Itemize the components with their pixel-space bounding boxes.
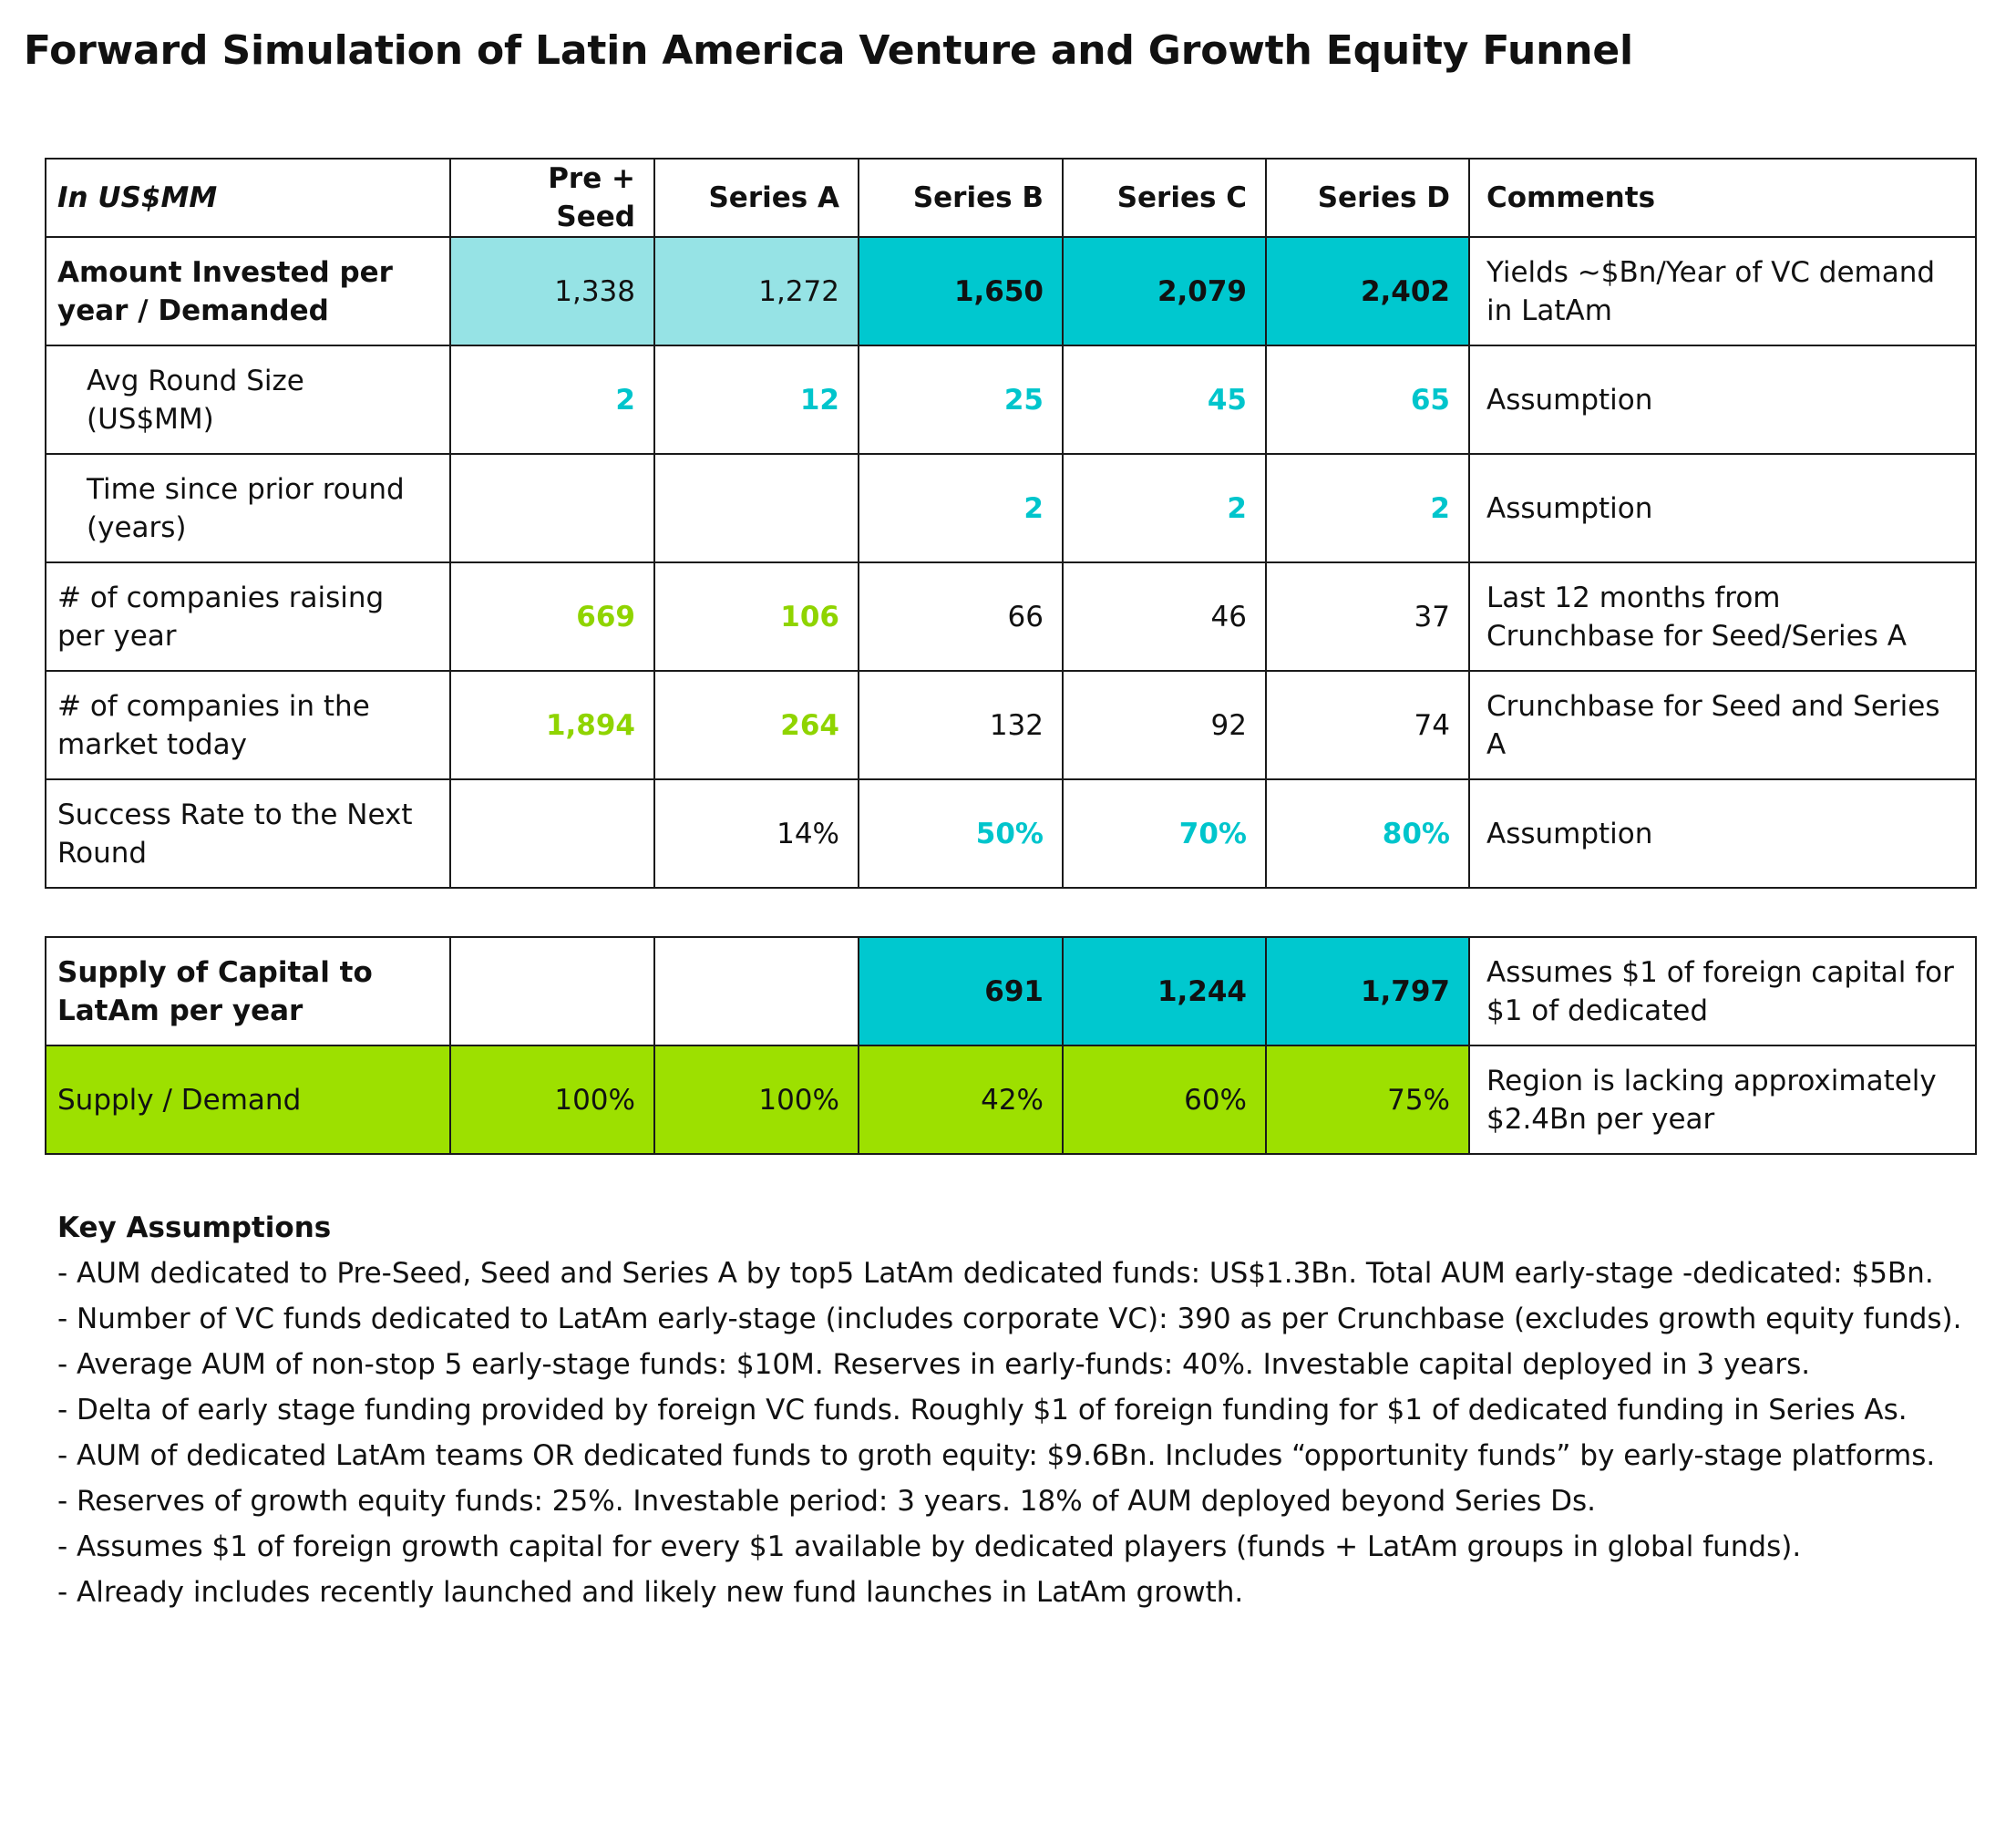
cell-series-c: 2,079 <box>1063 237 1266 345</box>
assumption-item: - Average AUM of non-stop 5 early-stage funds: $10M. Reserves in early-funds: 40%. Investable capital deployed in 3 years. <box>57 1348 1811 1381</box>
cell-comment: Assumption <box>1469 454 1976 562</box>
cell-comment: Region is lacking approximately $2.4Bn per year <box>1469 1045 1976 1154</box>
key-assumptions <box>57 1205 1990 1615</box>
cell-pre-seed: 100% <box>450 1045 654 1154</box>
cell-series-a: 1,272 <box>654 237 859 345</box>
column-header-comments: Comments <box>1469 159 1976 237</box>
cell-pre-seed: 1,338 <box>450 237 654 345</box>
row-companies-in-market <box>46 671 1976 779</box>
cell-comment: Assumption <box>1469 779 1976 888</box>
row-label: Success Rate to the Next Round <box>46 779 450 888</box>
cell-series-a: 264 <box>654 671 859 779</box>
unit-label: In US$MM <box>46 159 450 237</box>
cell-series-d: 74 <box>1266 671 1469 779</box>
cell-comment: Assumption <box>1469 345 1976 454</box>
cell-series-b: 2 <box>859 454 1063 562</box>
row-avg-round-size <box>46 345 1976 454</box>
cell-comment: Yields ~$Bn/Year of VC demand in LatAm <box>1469 237 1976 345</box>
cell-pre-seed: 669 <box>450 562 654 671</box>
cell-comment: Last 12 months from Crunchbase for Seed/Series A <box>1469 562 1976 671</box>
row-supply-demand <box>46 1045 1976 1154</box>
column-header-series-b: Series B <box>859 159 1063 237</box>
cell-series-a <box>654 454 859 562</box>
assumption-item: - Already includes recently launched and likely new fund launches in LatAm growth. <box>57 1576 1244 1609</box>
cell-series-c: 2 <box>1063 454 1266 562</box>
cell-series-c: 92 <box>1063 671 1266 779</box>
cell-series-a: 106 <box>654 562 859 671</box>
row-label: Amount Invested per year / Demanded <box>46 237 450 345</box>
cell-series-d: 80% <box>1266 779 1469 888</box>
cell-series-b: 691 <box>859 937 1063 1045</box>
cell-series-c: 46 <box>1063 562 1266 671</box>
row-label: Time since prior round (years) <box>46 454 450 562</box>
row-time-since-prior-round <box>46 454 1976 562</box>
cell-series-a <box>654 937 859 1045</box>
cell-series-b: 25 <box>859 345 1063 454</box>
cell-series-b: 42% <box>859 1045 1063 1154</box>
cell-pre-seed <box>450 937 654 1045</box>
cell-series-a: 100% <box>654 1045 859 1154</box>
table-header-row <box>46 159 1976 237</box>
cell-series-c: 45 <box>1063 345 1266 454</box>
row-label: Avg Round Size (US$MM) <box>46 345 450 454</box>
cell-series-d: 2,402 <box>1266 237 1469 345</box>
cell-series-a: 14% <box>654 779 859 888</box>
assumption-item: - Number of VC funds dedicated to LatAm early-stage (includes corporate VC): 390 as per Crunchbase (excludes growth equity funds). <box>57 1303 1962 1335</box>
cell-pre-seed: 1,894 <box>450 671 654 779</box>
cell-series-c: 60% <box>1063 1045 1266 1154</box>
cell-series-d: 65 <box>1266 345 1469 454</box>
column-header-series-a: Series A <box>654 159 859 237</box>
cell-pre-seed: 2 <box>450 345 654 454</box>
page-title: Forward Simulation of Latin America Venture and Growth Equity Funnel <box>24 27 1633 74</box>
row-label: Supply / Demand <box>46 1045 450 1154</box>
cell-series-d: 1,797 <box>1266 937 1469 1045</box>
cell-series-a: 12 <box>654 345 859 454</box>
row-label: Supply of Capital to LatAm per year <box>46 937 450 1045</box>
cell-series-d: 75% <box>1266 1045 1469 1154</box>
assumption-item: - Assumes $1 of foreign growth capital for every $1 available by dedicated players (funds + LatAm groups in global funds). <box>57 1530 1802 1563</box>
row-amount-invested <box>46 237 1976 345</box>
assumption-item: - AUM dedicated to Pre-Seed, Seed and Series A by top5 LatAm dedicated funds: US$1.3Bn. Total AUM early-stage -dedicated: $5Bn. <box>57 1257 1934 1290</box>
cell-pre-seed <box>450 454 654 562</box>
cell-comment: Crunchbase for Seed and Series A <box>1469 671 1976 779</box>
column-header-pre-seed: Pre + Seed <box>450 159 654 237</box>
cell-series-d: 2 <box>1266 454 1469 562</box>
cell-series-c: 70% <box>1063 779 1266 888</box>
supply-table <box>45 936 1977 1155</box>
cell-series-b: 132 <box>859 671 1063 779</box>
row-label: # of companies in the market today <box>46 671 450 779</box>
row-supply-of-capital <box>46 937 1976 1045</box>
column-header-series-c: Series C <box>1063 159 1266 237</box>
row-label: # of companies raising per year <box>46 562 450 671</box>
row-success-rate <box>46 779 1976 888</box>
cell-series-d: 37 <box>1266 562 1469 671</box>
column-header-series-d: Series D <box>1266 159 1469 237</box>
cell-series-c: 1,244 <box>1063 937 1266 1045</box>
demand-table <box>45 158 1977 889</box>
cell-series-b: 66 <box>859 562 1063 671</box>
key-assumptions-heading: Key Assumptions <box>57 1211 332 1244</box>
row-companies-raising <box>46 562 1976 671</box>
cell-series-b: 1,650 <box>859 237 1063 345</box>
assumption-item: - Delta of early stage funding provided by foreign VC funds. Roughly $1 of foreign funding for $1 of dedicated funding in Series As. <box>57 1394 1908 1426</box>
cell-series-b: 50% <box>859 779 1063 888</box>
assumption-item: - Reserves of growth equity funds: 25%. Investable period: 3 years. 18% of AUM deployed beyond Series Ds. <box>57 1485 1597 1518</box>
cell-pre-seed <box>450 779 654 888</box>
assumption-item: - AUM of dedicated LatAm teams OR dedicated funds to groth equity: $9.6Bn. Includes “opportunity funds” by early-stage platforms. <box>57 1439 1936 1472</box>
cell-comment: Assumes $1 of foreign capital for $1 of dedicated <box>1469 937 1976 1045</box>
